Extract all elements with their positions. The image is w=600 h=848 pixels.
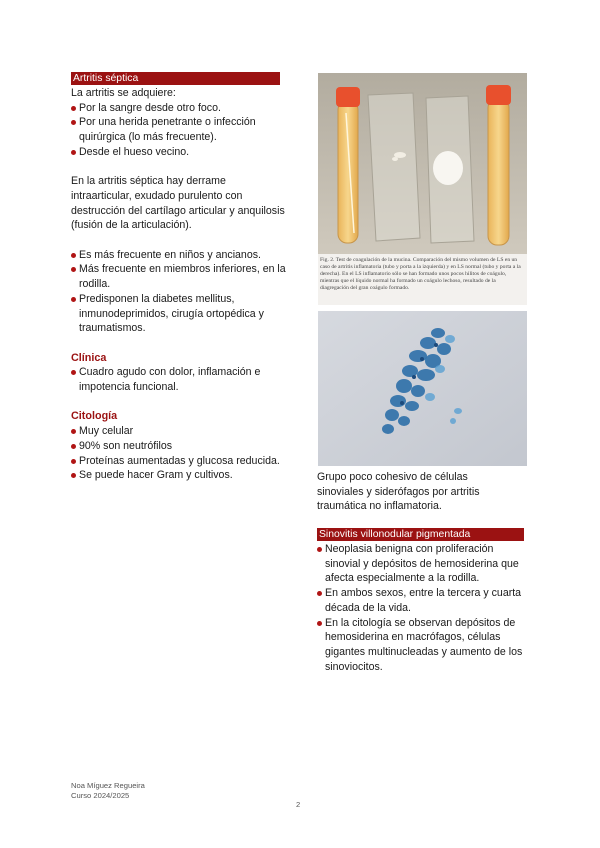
list-item: Es más frecuente en niños y ancianos. xyxy=(71,248,286,263)
heading-clinica: Clínica xyxy=(71,351,107,364)
section-banner-sinovitis: Sinovitis villonodular pigmentada xyxy=(317,528,524,541)
sinovitis-list xyxy=(317,542,531,674)
description-paragraph: En la artritis séptica hay derrame intraarticular, exudado purulento con destrucción del cartílago articular y anquilosis (fusión de la articulación). xyxy=(71,175,285,232)
intro-text: La artritis se adquiere: xyxy=(71,87,176,99)
list-item: Muy celular xyxy=(71,424,286,439)
micrograph-caption: Grupo poco cohesivo de células sinoviales y siderófagos por artritis traumática no inflamatoria. xyxy=(317,471,480,513)
list-item: Desde el hueso vecino. xyxy=(71,145,286,160)
footer-course: Curso 2024/2025 xyxy=(71,791,130,800)
heading-citologia: Citología xyxy=(71,410,118,423)
figure-caption: Fig. 2. Test de coagulación de la mucina. Comparación del mismo volumen de LS en un caso de artritis inflamatoria (tubo y porta a la izquierda) y en LS normal (tubo y porta a la derecha). En el LS inflamatorio sólo se han formado unos pocos hilitos de coágulo, mientras que el líquido normal ha formado un coágulo lechoso, resultado de la diagregación del gran coágulo formado. xyxy=(320,257,521,291)
list-item: Neoplasia benigna con proliferación sinovial y depósitos de hemosiderina que afecta especialmente a la rodilla. xyxy=(317,542,531,586)
footer-author: Noa Míguez Regueira xyxy=(71,781,145,790)
list-item: Más frecuente en miembros inferiores, en la rodilla. xyxy=(71,262,286,291)
list-item: Por la sangre desde otro foco. xyxy=(71,101,286,116)
left-column xyxy=(71,72,286,483)
list-item: 90% son neutrófilos xyxy=(71,439,286,454)
page-number: 2 xyxy=(296,800,301,809)
footer xyxy=(71,781,145,801)
section-banner-artritis-septica: Artritis séptica xyxy=(71,72,280,85)
list-item: En ambos sexos, entre la tercera y cuarta década de la vida. xyxy=(317,586,531,615)
list-item: Cuadro agudo con dolor, inflamación e impotencia funcional. xyxy=(71,365,286,394)
list-item: En la citología se observan depósitos de hemosiderina en macrófagos, células gigantes multinucleadas y aumento de los sinoviocitos. xyxy=(317,616,531,675)
facts-list xyxy=(71,248,286,336)
cytology-micrograph xyxy=(318,311,527,466)
right-column xyxy=(317,528,531,674)
list-item: Proteínas aumentadas y glucosa reducida. xyxy=(71,454,286,469)
citologia-list xyxy=(71,424,286,483)
figure-mucin-test xyxy=(318,73,527,305)
list-item: Por una herida penetrante o infección quirúrgica (lo más frecuente). xyxy=(71,115,286,144)
acquire-list xyxy=(71,101,286,160)
list-item: Se puede hacer Gram y cultivos. xyxy=(71,468,286,483)
list-item: Predisponen la diabetes mellitus, inmunodeprimidos, cirugía ortopédica y traumatismos. xyxy=(71,292,286,336)
mucin-test-photo xyxy=(318,73,527,254)
clinica-list xyxy=(71,365,286,394)
